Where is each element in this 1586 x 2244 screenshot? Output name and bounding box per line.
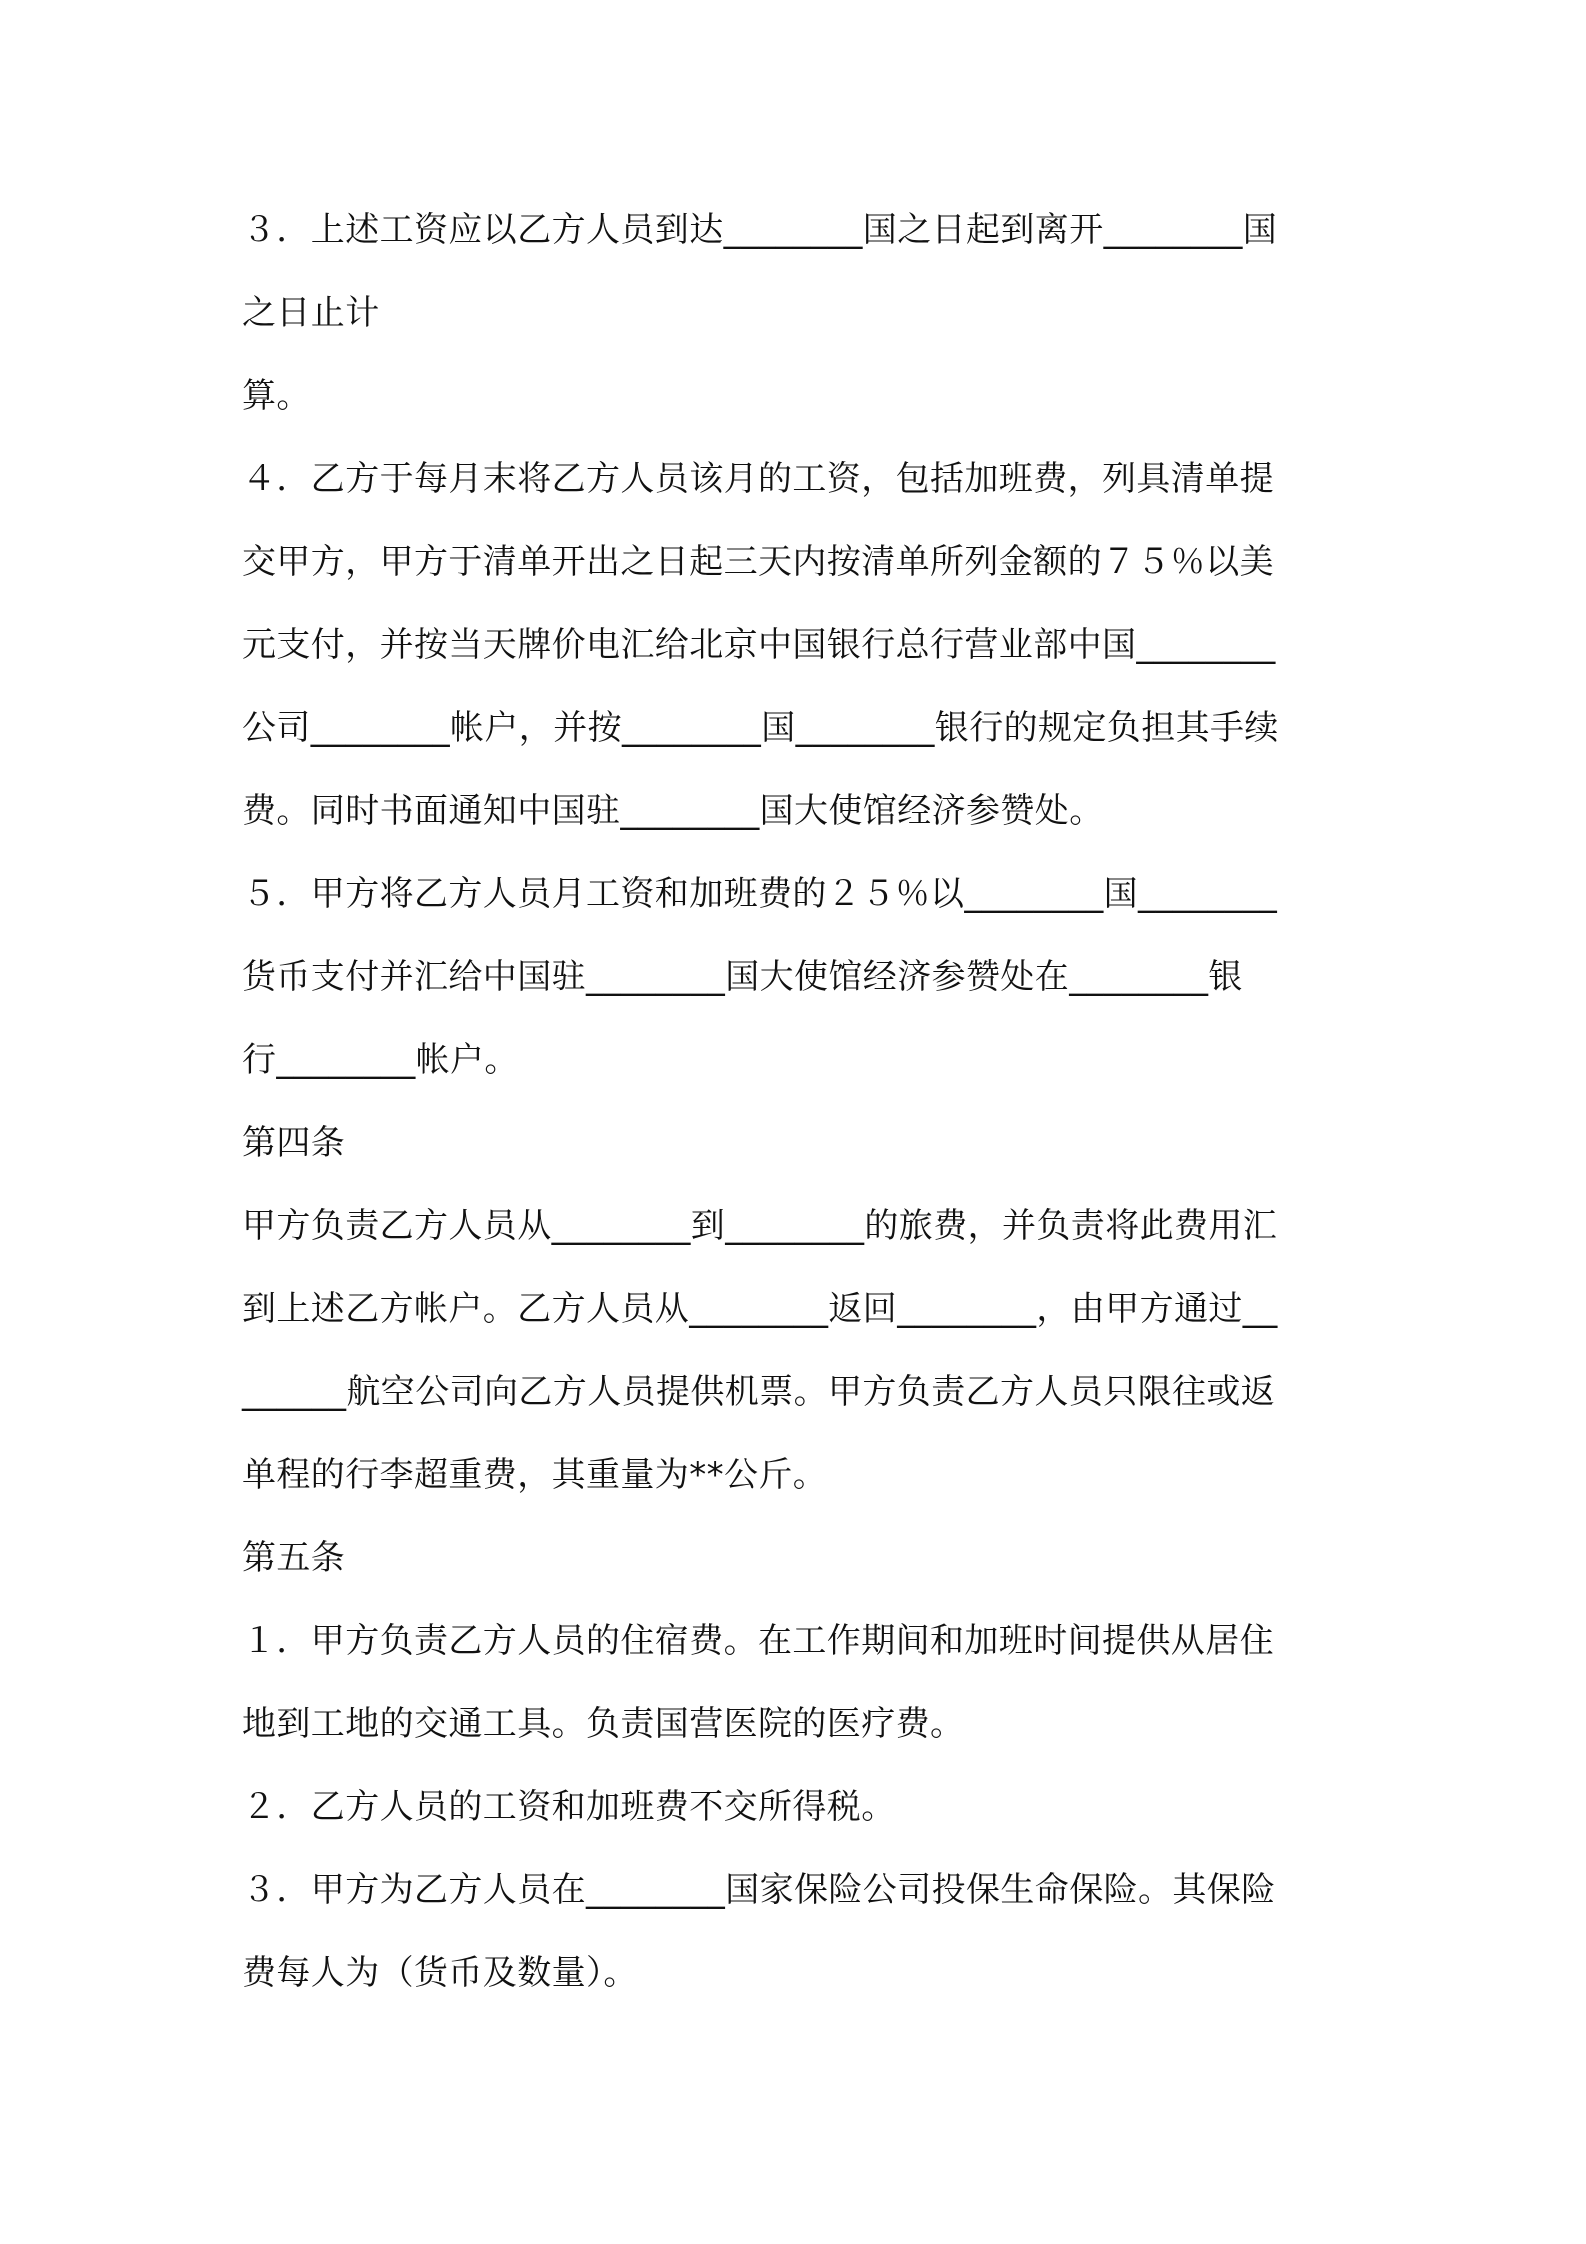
- text-line: 甲方负责乙方人员从________到________的旅费，并负责将此费用汇: [242, 1206, 1278, 1246]
- text-line: 货币支付并汇给中国驻________国大使馆经济参赞处在________银: [242, 957, 1243, 997]
- text-line: 到上述乙方帐户。乙方人员从________返回________，由甲方通过__: [242, 1289, 1278, 1329]
- text-line: 交甲方，甲方于清单开出之日起三天内按清单所列金额的７５％以美: [242, 542, 1274, 582]
- text-line: 算。: [242, 376, 311, 416]
- text-line: 之日止计: [242, 293, 380, 333]
- text-line: 公司________帐户，并按________国________银行的规定负担其手续: [242, 708, 1279, 748]
- text-line: 单程的行李超重费，其重量为**公斤。: [242, 1455, 828, 1495]
- text-line: ２．乙方人员的工资和加班费不交所得税。: [242, 1787, 896, 1827]
- text-line: 行________帐户。: [242, 1040, 519, 1080]
- text-line: ______航空公司向乙方人员提供机票。甲方负责乙方人员只限往或返: [242, 1372, 1276, 1412]
- text-line: ４．乙方于每月末将乙方人员该月的工资，包括加班费，列具清单提: [242, 459, 1274, 499]
- text-line: ３．甲方为乙方人员在________国家保险公司投保生命保险。其保险: [242, 1870, 1276, 1910]
- text-line: 费每人为（货币及数量）。: [242, 1953, 638, 1993]
- text-line: 地到工地的交通工具。负责国营医院的医疗费。: [242, 1704, 965, 1744]
- text-line: 元支付，并按当天牌价电汇给北京中国银行总行营业部中国________: [242, 625, 1276, 665]
- text-line: １．甲方负责乙方人员的住宿费。在工作期间和加班时间提供从居住: [242, 1621, 1274, 1661]
- text-line: ３．上述工资应以乙方人员到达________国之日起到离开________国: [242, 210, 1278, 250]
- text-line: ５．甲方将乙方人员月工资和加班费的２５％以________国________: [242, 874, 1278, 914]
- section-heading: 第四条: [242, 1123, 346, 1163]
- section-heading: 第五条: [242, 1538, 346, 1578]
- text-line: 费。同时书面通知中国驻________国大使馆经济参赞处。: [242, 791, 1104, 831]
